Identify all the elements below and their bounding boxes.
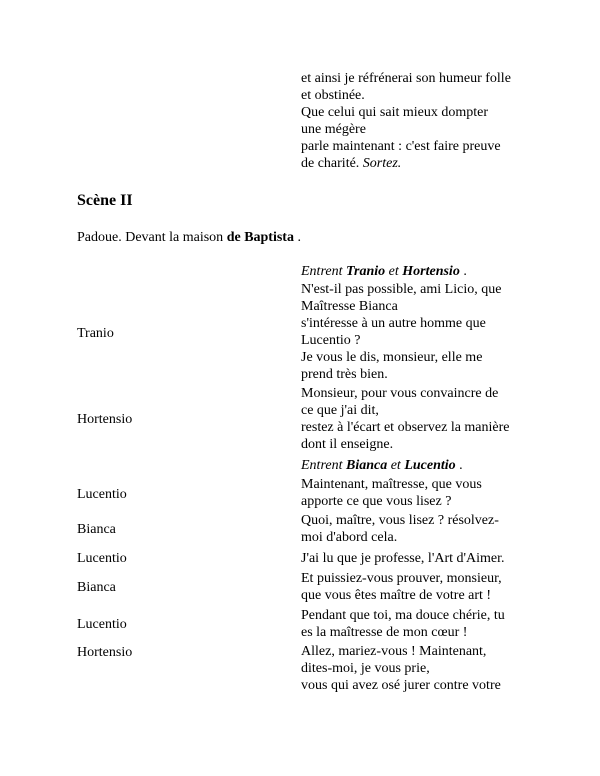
speech-line: Monsieur, pour vous convaincre de <box>301 386 499 401</box>
speech-line: Allez, mariez-vous ! Maintenant, <box>301 644 487 659</box>
speech-line: apporte ce que vous lisez ? <box>301 494 452 509</box>
top-passage <box>301 70 526 172</box>
passage-line-last: de charité. Sortez. <box>301 156 402 171</box>
speech-line: Lucentio ? <box>301 333 361 348</box>
speech <box>301 607 526 641</box>
speech-line: Maintenant, maîtresse, que vous <box>301 477 482 492</box>
speaker-name: Lucentio <box>77 617 127 632</box>
speech <box>301 643 526 694</box>
speaker-name: Lucentio <box>77 551 127 566</box>
stage-direction-entrance-1: Entrent Tranio et Hortensio . <box>301 264 467 279</box>
speaker-name: Hortensio <box>77 412 133 427</box>
scene-title: Scène II <box>77 192 133 209</box>
speech-line: Maîtresse Bianca <box>301 299 398 314</box>
speaker-name: Bianca <box>77 580 116 595</box>
passage-line: Que celui qui sait mieux dompter <box>301 105 489 120</box>
speech <box>301 550 526 567</box>
speech-line: restez à l'écart et observez la manière <box>301 420 510 435</box>
speech-line: dites-moi, je vous prie, <box>301 661 430 676</box>
speech-line: que vous êtes maître de votre art ! <box>301 588 492 603</box>
speech-line: Quoi, maître, vous lisez ? résolvez- <box>301 513 499 528</box>
speech-line: vous qui avez osé jurer contre votre <box>301 678 501 693</box>
speech-line: moi d'abord cela. <box>301 530 398 545</box>
scene-setting: Padoue. Devant la maison de Baptista . <box>77 230 301 245</box>
speech-line: prend très bien. <box>301 367 388 382</box>
speech <box>301 476 526 510</box>
speech-line: J'ai lu que je professe, l'Art d'Aimer. <box>301 551 505 566</box>
speech-line: ce que j'ai dit, <box>301 403 379 418</box>
passage-line: et obstinée. <box>301 88 365 103</box>
speaker-name: Tranio <box>77 326 114 341</box>
passage-line: et ainsi je réfrénerai son humeur folle <box>301 71 511 86</box>
passage-line: une mégère <box>301 122 366 137</box>
speaker-name: Lucentio <box>77 487 127 502</box>
setting-location: de Baptista <box>226 230 294 245</box>
speech-line: dont il enseigne. <box>301 437 394 452</box>
speaker-name: Hortensio <box>77 645 133 660</box>
stage-direction-entrance-2: Entrent Bianca et Lucentio . <box>301 458 463 473</box>
speech <box>301 512 526 546</box>
speech-line: s'intéresse à un autre homme que <box>301 316 486 331</box>
speech <box>301 281 526 383</box>
stage-direction: Sortez. <box>362 156 402 171</box>
speech-line: es la maîtresse de mon cœur ! <box>301 625 468 640</box>
speech-line: Je vous le dis, monsieur, elle me <box>301 350 483 365</box>
speech <box>301 570 526 604</box>
passage-line: parle maintenant : c'est faire preuve <box>301 139 501 154</box>
speech <box>301 385 526 453</box>
speech-line: N'est-il pas possible, ami Licio, que <box>301 282 502 297</box>
speaker-name: Bianca <box>77 522 116 537</box>
speech-line: Et puissiez-vous prouver, monsieur, <box>301 571 502 586</box>
speech-line: Pendant que toi, ma douce chérie, tu <box>301 608 505 623</box>
